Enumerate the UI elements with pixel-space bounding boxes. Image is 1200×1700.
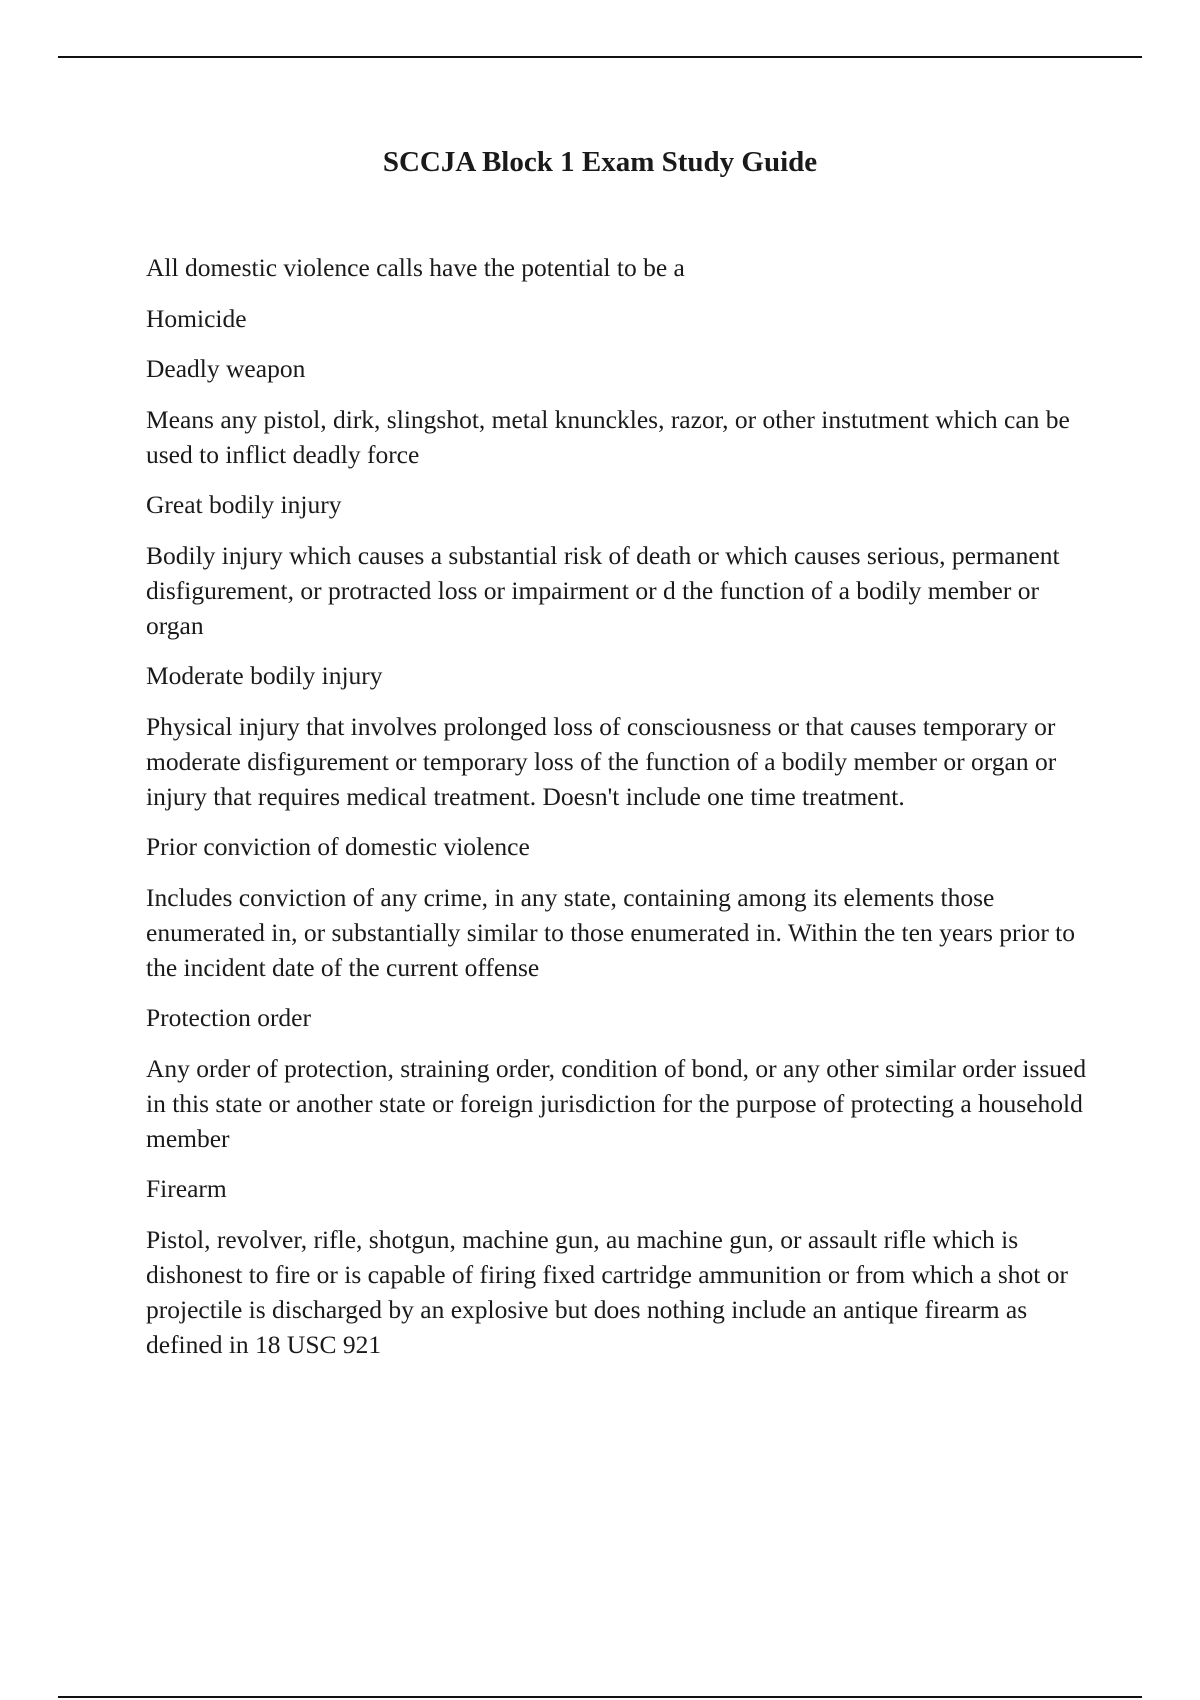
term-heading: Firearm	[146, 1174, 227, 1203]
term-heading: Moderate bodily injury	[146, 661, 383, 690]
term-definition: Bodily injury which causes a substantial risk of death or which causes serious, permanent disfigurement, or protracted loss or impairment or d the function of a bodily member or organ	[146, 540, 1060, 640]
question-prompt: All domestic violence calls have the potential to be a	[146, 253, 685, 282]
answer-text: Homicide	[146, 303, 247, 333]
term-definition: Includes conviction of any crime, in any state, containing among its elements those enumerated in, or substantially similar to those enumerated in. Within the ten years prior to the incident date of the current offense	[146, 882, 1076, 982]
term-definition: Means any pistol, dirk, slingshot, metal knunckles, razor, or other instutment which can be used to inflict deadly force	[146, 404, 1070, 469]
term-definition: Physical injury that involves prolonged loss of consciousness or that causes temporary or moderate disfigurement or temporary loss of the function of a bodily member or organ or injury that requires medical treatment. Doesn't include one time treatment.	[146, 711, 1057, 811]
term-heading: Deadly weapon	[146, 354, 306, 383]
bottom-divider	[58, 1696, 1142, 1698]
term-heading: Great bodily injury	[146, 490, 342, 519]
document-body	[146, 250, 1096, 1377]
page-title: SCCJA Block 1 Exam Study Guide	[382, 146, 818, 178]
top-divider	[58, 56, 1142, 58]
term-definition: Any order of protection, straining order, condition of bond, or any other similar order issued in this state or another state or foreign jurisdiction for the purpose of protecting a household member	[146, 1053, 1087, 1153]
term-heading: Protection order	[146, 1003, 311, 1032]
term-heading: Prior conviction of domestic violence	[146, 832, 530, 861]
term-definition: Pistol, revolver, rifle, shotgun, machine gun, au machine gun, or assault rifle which is dishonest to fire or is capable of firing fixed cartridge ammunition or from which a shot or projectile is discharged by an explosive but does nothing include an antique firearm as defined in 18 USC 921	[146, 1224, 1068, 1359]
